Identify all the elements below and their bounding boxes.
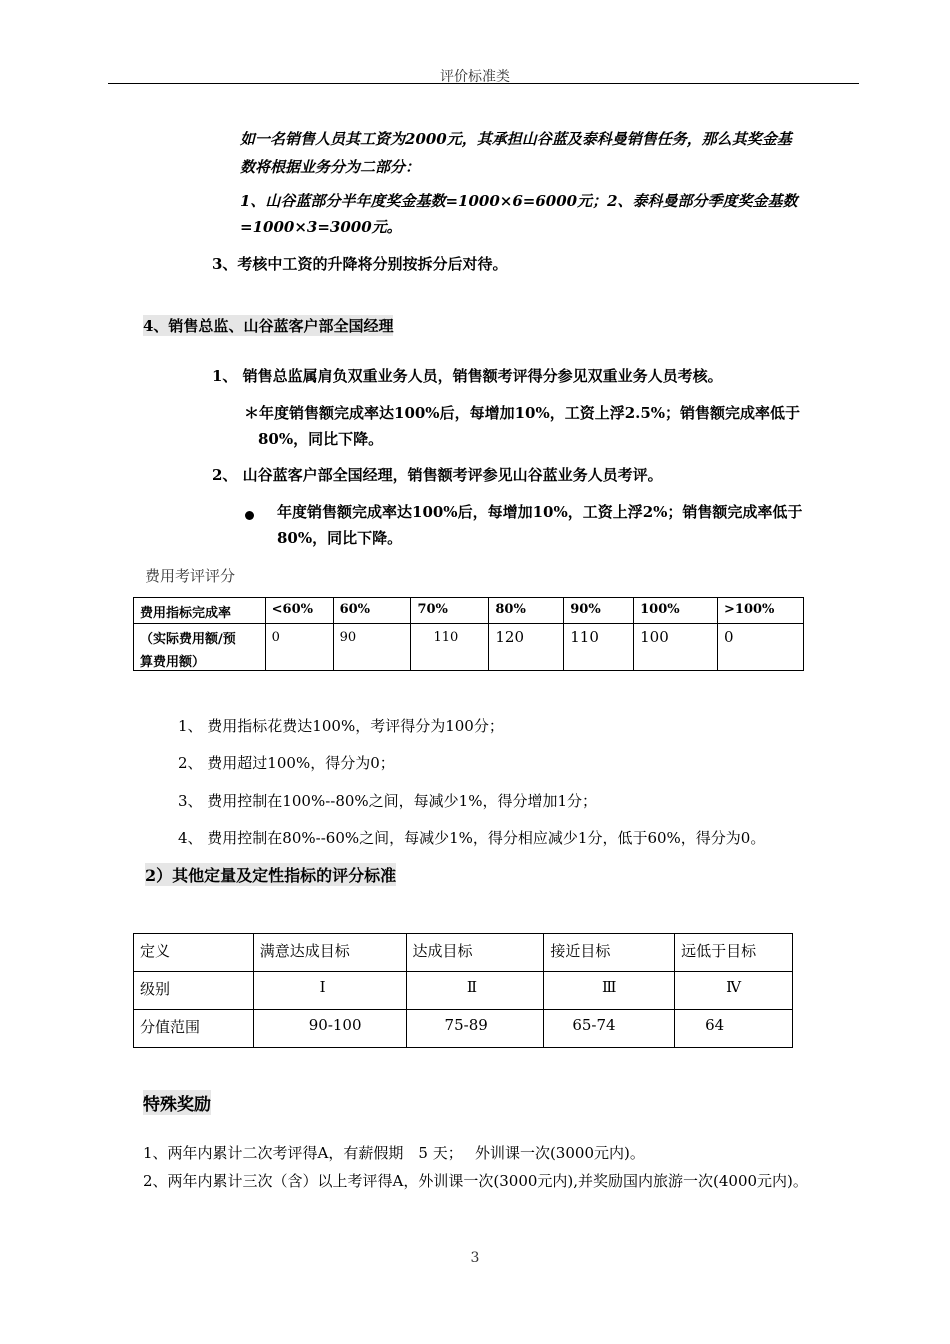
example-line-3: 1、山谷蓝部分半年度奖金基数=1000×6=6000元；2、泰科曼部分季度奖金基数 bbox=[240, 192, 798, 210]
score-range-row bbox=[134, 1010, 793, 1048]
page-header: 评价标准类 bbox=[440, 69, 510, 85]
section-4-title: 4、销售总监、山谷蓝客户部全国经理 bbox=[143, 317, 394, 335]
expense-score-cell: 120 bbox=[489, 624, 564, 671]
section-4-item-2: 2、 山谷蓝客户部全国经理，销售额考评参见山谷蓝业务人员考评。 bbox=[212, 466, 663, 484]
score-header-row bbox=[134, 934, 793, 972]
expense-rule-2: 2、 费用超过100%，得分为0； bbox=[178, 754, 395, 772]
example-line-4: =1000×3=3000元。 bbox=[240, 218, 402, 236]
score-level-cell: Ⅱ bbox=[406, 972, 544, 1010]
score-header-cell: 达成目标 bbox=[406, 934, 544, 972]
section-4-note-2-line-1: 年度销售额完成率达100%后，每增加10%，工资上浮2%；销售额完成率低于 bbox=[277, 503, 803, 521]
score-level-row bbox=[134, 972, 793, 1010]
expense-score-cell: 90 bbox=[333, 624, 411, 671]
expense-col-header: 80% bbox=[489, 598, 564, 624]
score-header-cell: 满意达成目标 bbox=[253, 934, 406, 972]
score-range-cell: 90-100 bbox=[253, 1010, 406, 1048]
bullet-icon bbox=[245, 505, 254, 524]
example-line-1: 如一名销售人员其工资为2000元，其承担山谷蓝及泰科曼销售任务，那么其奖金基 bbox=[240, 130, 792, 148]
score-range-label: 分值范围 bbox=[134, 1010, 254, 1048]
section-4-note-1-line-1: ＊年度销售额完成率达100%后，每增加10%，工资上浮2.5%；销售额完成率低于 bbox=[244, 404, 801, 422]
header-rule bbox=[108, 83, 859, 84]
expense-table bbox=[133, 597, 804, 671]
expense-score-cell: 110 bbox=[564, 624, 634, 671]
score-range-cell: 65-74 bbox=[544, 1010, 675, 1048]
score-standard-table bbox=[133, 933, 793, 1048]
expense-caption: 费用考评评分 bbox=[145, 567, 236, 585]
score-level-cell: Ⅲ bbox=[544, 972, 675, 1010]
score-header-cell: 远低于目标 bbox=[675, 934, 793, 972]
score-header-cell: 定义 bbox=[134, 934, 254, 972]
expense-score-row bbox=[134, 624, 804, 671]
example-line-2: 数将根据业务分为二部分： bbox=[240, 158, 421, 176]
section-2-title: 2）其他定量及定性指标的评分标准 bbox=[145, 863, 396, 886]
score-level-label: 级别 bbox=[134, 972, 254, 1010]
expense-rule-3: 3、 费用控制在100%--80%之间，每减少1%，得分增加1分； bbox=[178, 792, 598, 810]
expense-row-header-1: 费用指标完成率 bbox=[134, 598, 266, 624]
expense-col-header: <60% bbox=[265, 598, 333, 624]
special-title: 特殊奖励 bbox=[143, 1090, 211, 1115]
score-range-cell: 64 bbox=[675, 1010, 793, 1048]
section-4-note-2-line-2: 80%，同比下降。 bbox=[277, 529, 403, 547]
score-range-cell: 75-89 bbox=[406, 1010, 544, 1048]
expense-score-cell: 110 bbox=[411, 624, 489, 671]
expense-score-cell: 0 bbox=[718, 624, 804, 671]
special-line-2: 2、两年内累计三次（含）以上考评得A，外训课一次(3000元内),并奖励国内旅游一次(4000元内)。 bbox=[143, 1172, 808, 1190]
section-4-note-1-line-2: 80%，同比下降。 bbox=[258, 430, 384, 448]
expense-col-header: 60% bbox=[333, 598, 411, 624]
score-level-cell: Ⅰ bbox=[253, 972, 406, 1010]
expense-col-header: >100% bbox=[718, 598, 804, 624]
expense-score-cell: 0 bbox=[265, 624, 333, 671]
expense-col-header: 90% bbox=[564, 598, 634, 624]
expense-col-header: 100% bbox=[634, 598, 718, 624]
score-level-cell: Ⅳ bbox=[675, 972, 793, 1010]
section-4-item-1: 1、 销售总监属肩负双重业务人员，销售额考评得分参见双重业务人员考核。 bbox=[212, 367, 723, 385]
score-header-cell: 接近目标 bbox=[544, 934, 675, 972]
expense-col-header: 70% bbox=[411, 598, 489, 624]
expense-rule-4: 4、 费用控制在80%--60%之间，每减少1%，得分相应减少1分，低于60%，得分为0。 bbox=[178, 829, 766, 847]
expense-score-cell: 100 bbox=[634, 624, 718, 671]
expense-row-header-2: （实际费用额/预 算费用额） bbox=[134, 624, 266, 671]
expense-header-row bbox=[134, 598, 804, 624]
page-number: 3 bbox=[470, 1250, 480, 1266]
expense-rule-1: 1、 费用指标花费达100%，考评得分为100分； bbox=[178, 717, 504, 735]
special-line-1: 1、两年内累计二次考评得A，有薪假期 5 天； 外训课一次(3000元内)。 bbox=[143, 1144, 645, 1162]
point-3: 3、考核中工资的升降将分别按拆分后对待。 bbox=[212, 255, 508, 273]
